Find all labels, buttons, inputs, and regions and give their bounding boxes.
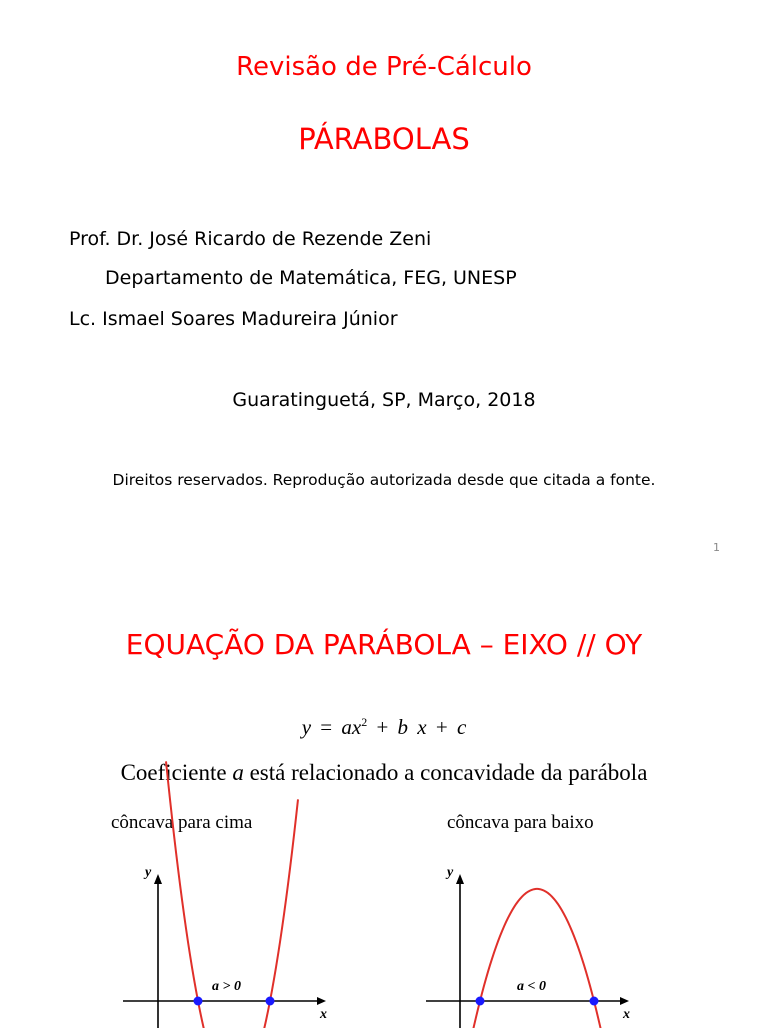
rights-notice: Direitos reservados. Reprodução autorizada desde que citada a fonte. [112,471,656,489]
graph-concave-up [118,858,338,1028]
root-point [590,997,599,1006]
y-axis-label: y [145,865,152,880]
equation-x-linear: x [417,715,427,739]
condition-label: a < 0 [517,979,546,994]
coefficient-statement [0,760,768,786]
place-date: Guaratinguetá, SP, Março, 2018 [232,389,536,411]
equation-c: c [456,715,467,739]
root-point [194,997,203,1006]
equation-x: x [351,715,362,739]
page-number: 1 [713,541,720,554]
equation-plus-1: + [376,715,389,739]
caption-concave-up: côncava para cima [111,812,253,833]
equation-y: y [301,715,312,739]
x-axis-label: x [320,1007,327,1022]
graph-concave-down [418,858,638,1028]
condition-label: a > 0 [212,979,241,994]
root-point [266,997,275,1006]
equation-exponent: 2 [361,715,368,729]
caption-concave-down: côncava para baixo [447,812,594,833]
equation-a: a [341,715,352,739]
equation-equals: = [320,715,333,739]
x-axis-label: x [623,1007,630,1022]
author-department: Departamento de Matemática, FEG, UNESP [105,267,517,289]
parabola-equation-slide [0,590,768,1024]
root-point [476,997,485,1006]
equation-b: b [397,715,409,739]
author-collaborator: Lc. Ismael Soares Madureira Júnior [69,308,398,330]
equation-plus-2: + [435,715,448,739]
y-axis-arrow [154,874,162,884]
coef-text-before: Coeficiente [120,760,233,785]
y-axis-arrow [456,874,464,884]
author-professor: Prof. Dr. José Ricardo de Rezende Zeni [69,228,432,250]
parabola-equation [0,715,768,740]
slide-subtitle: PÁRABOLAS [298,122,470,156]
slide-title: Revisão de Pré-Cálculo [236,52,532,82]
coef-text-after: está relacionado a concavidade da parábola [243,760,648,785]
y-axis-label: y [447,865,454,880]
coef-variable: a [232,760,244,785]
slide-title: EQUAÇÃO DA PARÁBOLA – EIXO // OY [125,628,643,661]
x-axis-arrow [317,997,326,1005]
parabola-curve [468,889,606,1028]
x-axis-arrow [620,997,629,1005]
